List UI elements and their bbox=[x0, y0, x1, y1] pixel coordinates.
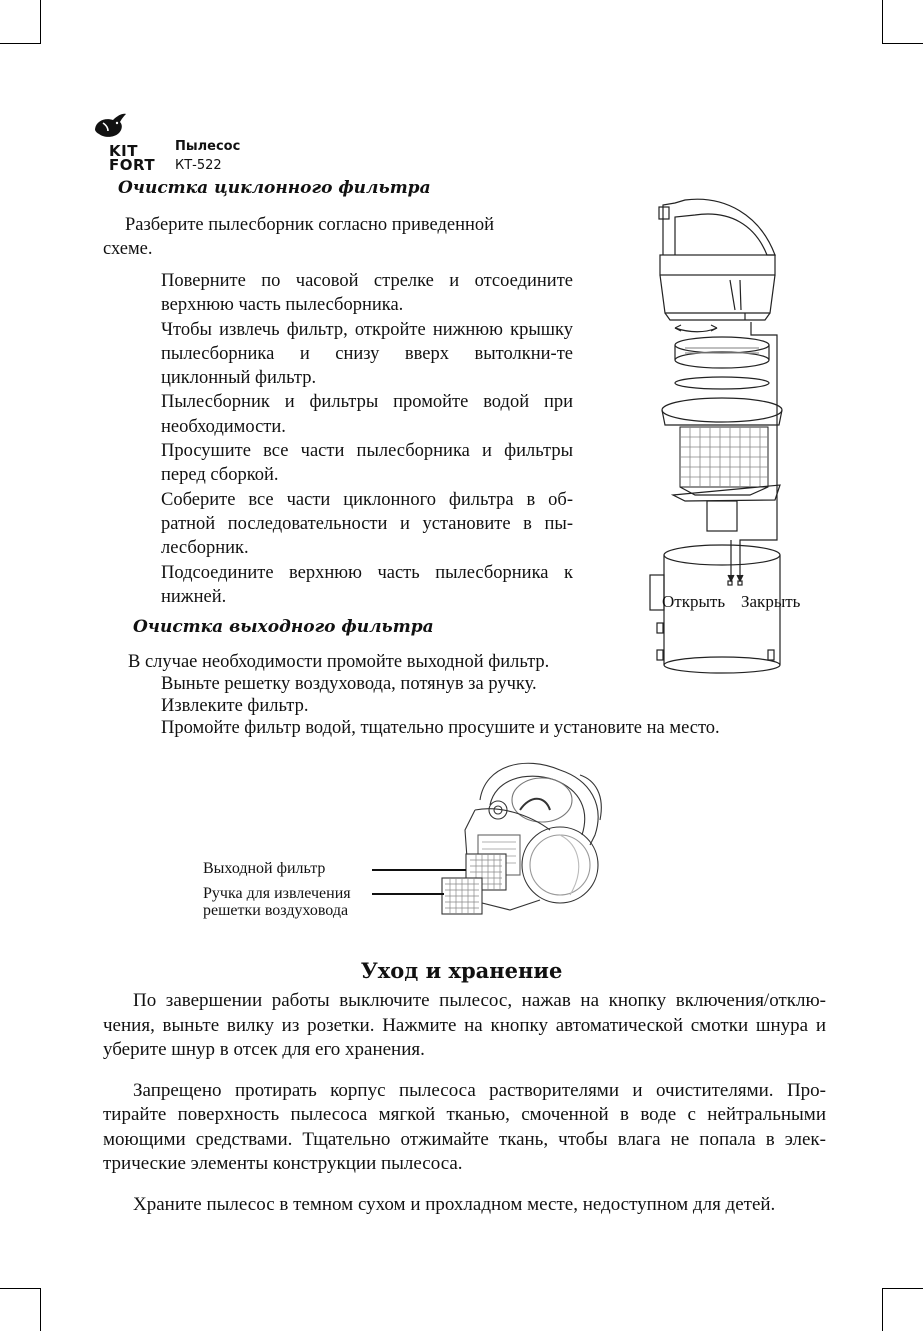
outlet-section-title: Очистка выходного фильтра bbox=[133, 617, 434, 637]
product-model: КТ-522 bbox=[175, 158, 222, 173]
crop-mark bbox=[0, 1288, 40, 1289]
cyclone-steps bbox=[161, 269, 573, 609]
product-name: Пылесос bbox=[175, 139, 241, 154]
care-paragraph: По завершении работы выключите пылесос, нажав на кнопку включения/отклю-чения, выньте вилку из розетки. Нажмите на кнопку автоматической смотки шнура и уберите шнур в отсек для его хранения. bbox=[103, 990, 826, 1060]
care-paragraph: Запрещено протирать корпус пылесоса растворителями и очистителями. Про-тирайте поверхность пылесоса мягкой тканью, смоченной в воде с нейтральными моющими средствами. Тщательно отжимайте ткань, чтобы влага не попала в элек-трические элементы конструкции пылесоса. bbox=[103, 1079, 826, 1174]
label-grille-handle-2: решетки воздуховода bbox=[203, 902, 349, 919]
cyclone-section-title: Очистка циклонного фильтра bbox=[118, 178, 431, 198]
cyclone-step: Поверните по часовой стрелке и отсоедините верхнюю часть пылесборника. bbox=[161, 271, 573, 316]
cyclone-step: Подсоедините верхнюю часть пылесборника к нижней. bbox=[161, 562, 573, 607]
outlet-intro: В случае необходимости промойте выходной фильтр. bbox=[128, 652, 550, 672]
brand-name-fort: FORT bbox=[109, 156, 156, 174]
bird-logo-icon bbox=[92, 112, 132, 142]
cyclone-step: Соберите все части циклонного фильтра в об-ратной последовательности и установите в пы-лесборник. bbox=[161, 489, 573, 559]
outlet-step: Выньте решетку воздуховода, потянув за ручку. bbox=[161, 674, 537, 694]
leader-line-filter bbox=[372, 869, 466, 871]
cyclone-intro: Разберите пылесборник согласно приведенной схеме. bbox=[103, 215, 495, 260]
label-open: Открыть bbox=[662, 592, 726, 611]
crop-mark bbox=[882, 1288, 883, 1331]
crop-mark bbox=[40, 1288, 41, 1331]
crop-mark bbox=[882, 0, 883, 44]
vacuum-cleaner-drawing bbox=[430, 750, 620, 920]
leader-line-handle bbox=[372, 893, 444, 895]
label-grille-handle-1: Ручка для извлечения bbox=[203, 885, 351, 902]
label-outlet-filter: Выходной фильтр bbox=[203, 860, 326, 877]
outlet-text bbox=[128, 651, 828, 739]
care-section-title: Уход и хранение bbox=[360, 958, 563, 983]
cyclone-step: Просушите все части пылесборника и фильтры перед сборкой. bbox=[161, 441, 573, 486]
crop-mark bbox=[883, 43, 923, 44]
care-paragraph: Храните пылесос в темном сухом и прохладном месте, недоступном для детей. bbox=[133, 1193, 776, 1215]
care-text bbox=[103, 989, 826, 1217]
cyclone-step: Чтобы извлечь фильтр, откройте нижнюю крышку пылесборника и снизу вверх вытолкни-те циклонный фильтр. bbox=[161, 319, 573, 389]
label-close: Закрыть bbox=[741, 592, 801, 611]
crop-mark bbox=[883, 1288, 923, 1289]
crop-mark bbox=[40, 0, 41, 44]
cyclone-step: Пылесборник и фильтры промойте водой при необходимости. bbox=[161, 392, 573, 437]
outlet-step: Извлеките фильтр. bbox=[161, 696, 309, 716]
brand-name-kit: KIT bbox=[109, 142, 138, 160]
dust-container-diagram bbox=[645, 195, 795, 700]
crop-mark bbox=[0, 43, 40, 44]
outlet-step: Промойте фильтр водой, тщательно просушите и установите на место. bbox=[161, 718, 720, 738]
